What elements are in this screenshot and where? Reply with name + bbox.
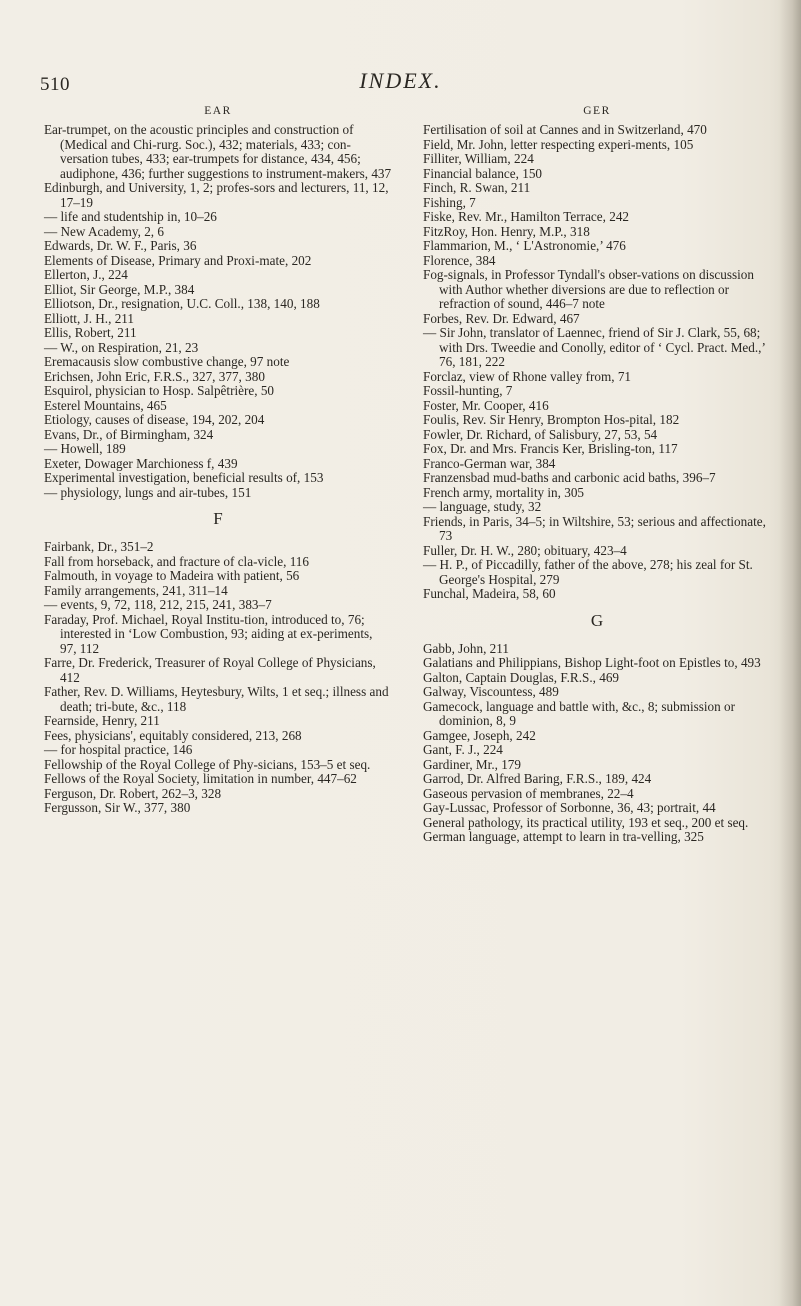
- index-entry: — events, 9, 72, 118, 212, 215, 241, 383–7: [44, 597, 272, 612]
- index-entry: Eremacausis slow combustive change, 97 note: [44, 354, 290, 369]
- index-entry: Elliot, Sir George, M.P., 384: [44, 281, 195, 297]
- left-column-head: EAR: [204, 105, 232, 117]
- index-entry: Foster, Mr. Cooper, 416: [423, 397, 549, 413]
- index-entry: Gamgee, Joseph, 242: [423, 727, 536, 743]
- index-entry: Fairbank, Dr., 351–2: [44, 539, 154, 554]
- index-entry: Galton, Captain Douglas, F.R.S., 469: [423, 669, 620, 685]
- index-entry: — physiology, lungs and air-tubes, 151: [44, 484, 252, 500]
- right-column-head: GER: [583, 105, 611, 117]
- index-entry: German language, attempt to learn in tra-velling, 325: [423, 829, 704, 844]
- index-entry: Elliotson, Dr., resignation, U.C. Coll., 138, 140, 188: [44, 296, 320, 311]
- entries-f: [44, 540, 392, 816]
- index-entry: Edwards, Dr. W. F., Paris, 36: [44, 238, 197, 253]
- index-entry: Fertilisation of soil at Cannes and in Switzerland, 470: [423, 122, 707, 137]
- index-entry: Fellows of the Royal Society, limitation in number, 447–62: [44, 771, 357, 786]
- entries-g: [423, 642, 771, 845]
- index-entry: Gardiner, Mr., 179: [423, 756, 521, 772]
- index-entry: — H. P., of Piccadilly, father of the above, 278; his zeal for St. George's Hospital, 279: [423, 557, 753, 587]
- right-column: [423, 104, 771, 845]
- index-entry: Galatians and Philippians, Bishop Light-foot on Epistles to, 493: [423, 655, 761, 670]
- index-entry: Fiske, Rev. Mr., Hamilton Terrace, 242: [423, 209, 630, 224]
- index-entry: Forclaz, view of Rhone valley from, 71: [423, 368, 632, 384]
- index-entry: Gabb, John, 211: [423, 640, 509, 656]
- index-entry: Forbes, Rev. Dr. Edward, 467: [423, 310, 580, 326]
- index-entry: FitzRoy, Hon. Henry, M.P., 318: [423, 223, 590, 239]
- index-entry: Filliter, William, 224: [423, 151, 534, 166]
- index-entry: — New Academy, 2, 6: [44, 223, 164, 239]
- index-entry: — W., on Respiration, 21, 23: [44, 339, 199, 355]
- letter-heading-f: F: [213, 509, 223, 528]
- index-entry: Fog-signals, in Professor Tyndall's obser-vations on discussion with Author whether diversions are due to reflection or refraction of sound, 446–7 note: [423, 267, 754, 311]
- index-entry: Experimental investigation, beneficial results of, 153: [44, 470, 324, 485]
- index-entry: French army, mortality in, 305: [423, 484, 585, 500]
- index-entry: Garrod, Dr. Alfred Baring, F.R.S., 189, 424: [423, 771, 652, 786]
- index-entry: Fox, Dr. and Mrs. Francis Ker, Brisling-ton, 117: [423, 441, 678, 456]
- index-entry: Ferguson, Dr. Robert, 262–3, 328: [44, 785, 222, 801]
- index-entry: Ear-trumpet, on the acoustic principles and construction of (Medical and Chi-rurg. Soc.), 432; materials, 433; con-versation tubes, 433; ear-trumpets for distance, 434, 456; audiphone, 436; further suggestions to instrument-makers, 437: [44, 122, 392, 181]
- index-entry: Fall from horseback, and fracture of cla-vicle, 116: [44, 553, 309, 569]
- index-entry: Foulis, Rev. Sir Henry, Brompton Hos-pital, 182: [423, 412, 680, 427]
- index-entry: Galway, Viscountess, 489: [423, 684, 559, 699]
- index-entry: Fishing, 7: [423, 194, 476, 210]
- index-entry: Friends, in Paris, 34–5; in Wiltshire, 53; serious and affectionate, 73: [423, 513, 766, 543]
- index-entry: Exeter, Dowager Marchioness f, 439: [44, 455, 238, 471]
- index-entry: Fuller, Dr. H. W., 280; obituary, 423–4: [423, 542, 627, 558]
- entries-e: [44, 123, 392, 500]
- index-entry: Fowler, Dr. Richard, of Salisbury, 27, 53, 54: [423, 426, 658, 442]
- index-entry: Gaseous pervasion of membranes, 22–4: [423, 785, 634, 801]
- index-entry: Franzensbad mud-baths and carbonic acid baths, 396–7: [423, 470, 716, 485]
- index-entry: — Sir John, translator of Laennec, friend of Sir J. Clark, 55, 68; with Drs. Tweedie and Conolly, editor of ‘ Cycl. Pract. Med.,’ 76, 181, 222: [423, 325, 765, 369]
- index-entry: Etiology, causes of disease, 194, 202, 204: [44, 412, 265, 427]
- index-entry: Gant, F. J., 224: [423, 742, 503, 757]
- index-entry: Father, Rev. D. Williams, Heytesbury, Wilts, 1 et seq.; illness and death; tri-bute, &c., 118: [44, 684, 389, 714]
- index-entry: Ellis, Robert, 211: [44, 325, 137, 340]
- index-entry: Flammarion, M., ‘ L'Astronomie,’ 476: [423, 238, 626, 253]
- index-entry: — for hospital practice, 146: [44, 742, 193, 757]
- entries-f-continued: [423, 123, 771, 602]
- index-entry: Gay-Lussac, Professor of Sorbonne, 36, 43; portrait, 44: [423, 800, 716, 815]
- index-entry: Evans, Dr., of Birmingham, 324: [44, 426, 214, 442]
- index-entry: Florence, 384: [423, 252, 496, 268]
- index-entry: Falmouth, in voyage to Madeira with patient, 56: [44, 568, 300, 583]
- index-entry: Fergusson, Sir W., 377, 380: [44, 800, 191, 815]
- letter-heading-g: G: [590, 610, 604, 630]
- index-entry: — life and studentship in, 10–26: [44, 209, 217, 224]
- index-entry: — language, study, 32: [423, 499, 542, 514]
- index-entry: Farre, Dr. Frederick, Treasurer of Royal College of Physicians, 412: [44, 655, 376, 685]
- index-entry: Fearnside, Henry, 211: [44, 713, 160, 728]
- index-entry: Esquirol, physician to Hosp. Salpêtrière, 50: [44, 383, 275, 398]
- index-entry: Franco-German war, 384: [423, 455, 556, 471]
- index-entry: Faraday, Prof. Michael, Royal Institu-tion, introduced to, 76; interested in ‘Low Combustion, 93; aiding at ex-periments, 97, 112: [44, 611, 373, 656]
- index-entry: Finch, R. Swan, 211: [423, 180, 531, 195]
- running-title: INDEX.: [359, 68, 442, 93]
- index-entry: Fossil-hunting, 7: [423, 383, 513, 398]
- page-number: 510: [40, 74, 70, 95]
- page-edge-shadow: [779, 0, 801, 1306]
- index-entry: Fees, physicians', equitably considered, 213, 268: [44, 727, 302, 743]
- index-entry: Elements of Disease, Primary and Proxi-mate, 202: [44, 252, 312, 268]
- index-entry: Fellowship of the Royal College of Phy-sicians, 153–5 et seq.: [44, 756, 371, 772]
- index-entry: Esterel Mountains, 465: [44, 397, 167, 413]
- index-entry: Elliott, J. H., 211: [44, 310, 134, 326]
- index-entry: Edinburgh, and University, 1, 2; profes-sors and lecturers, 11, 12, 17–19: [44, 180, 389, 210]
- index-entry: Erichsen, John Eric, F.R.S., 327, 377, 380: [44, 368, 265, 384]
- index-entry: Ellerton, J., 224: [44, 267, 128, 282]
- left-column: [44, 104, 392, 816]
- index-entry: General pathology, its practical utility, 193 et seq., 200 et seq.: [423, 814, 749, 830]
- index-entry: Financial balance, 150: [423, 165, 543, 181]
- index-entry: — Howell, 189: [44, 441, 126, 456]
- index-entry: Field, Mr. John, letter respecting experi-ments, 105: [423, 136, 694, 152]
- index-entry: Gamecock, language and battle with, &c., 8; submission or dominion, 8, 9: [423, 698, 736, 728]
- index-entry: Funchal, Madeira, 58, 60: [423, 586, 556, 601]
- index-entry: Family arrangements, 241, 311–14: [44, 582, 228, 598]
